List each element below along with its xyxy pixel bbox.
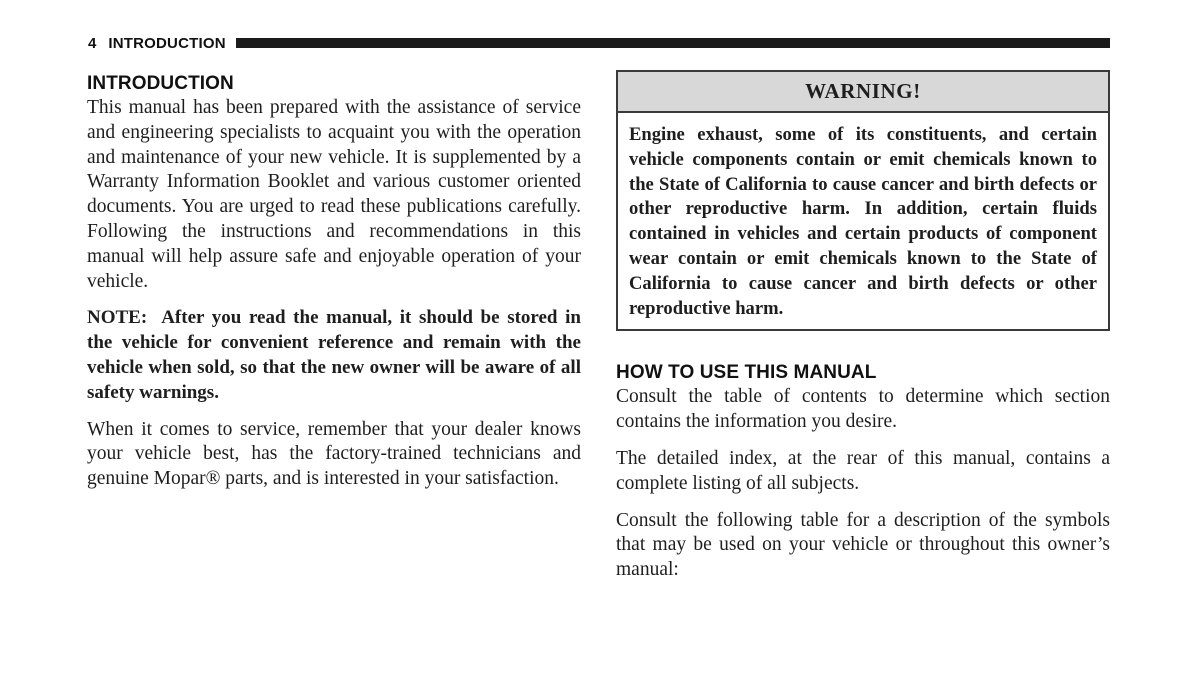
how-to-use-heading: HOW TO USE THIS MANUAL xyxy=(616,362,877,384)
index-paragraph: The detailed index, at the rear of this manual, contains a complete listing of all subjects. xyxy=(616,447,1110,494)
warning-title: WARNING! xyxy=(618,72,1108,113)
header-rule xyxy=(236,38,1110,48)
page-number: 4 xyxy=(88,34,97,52)
service-paragraph: When it comes to service, remember that your dealer knows your vehicle best, has the factory-trained technicians and genuine Mopar® parts, and is interested in your satisfaction. xyxy=(87,418,581,490)
section-title: INTRODUCTION xyxy=(108,34,226,52)
symbols-paragraph: Consult the following table for a description of the symbols that may be used on your vehicle or throughout this owner’s manual: xyxy=(616,509,1110,581)
contents-paragraph: Consult the table of contents to determine which section contains the information you desire. xyxy=(616,386,1110,433)
introduction-heading: INTRODUCTION xyxy=(87,73,234,94)
intro-paragraph: This manual has been prepared with the assistance of service and engineering specialists to acquaint you with the operation and maintenance of your new vehicle. It is supplemented by a Warranty Information Booklet and various customer oriented documents. You are urged to read these publications carefully. Following the instructions and recommendations in this manual will help assure safe and enjoyable operation of your vehicle. xyxy=(87,97,581,292)
page-header xyxy=(88,33,1110,53)
note-text: After you read the manual, it should be stored in the vehicle for convenient reference and remain with the vehicle when sold, so that the new owner will be aware of all safety warnings. xyxy=(87,307,581,403)
right-column xyxy=(616,72,1110,595)
note-label: NOTE: xyxy=(87,307,148,329)
note-paragraph xyxy=(87,306,581,405)
left-column xyxy=(87,72,581,504)
warning-box xyxy=(616,70,1110,331)
warning-text: Engine exhaust, some of its constituents, and certain vehicle components contain or emit chemicals known to the State of California to cause cancer and birth defects or other reproductive harm. In addition, certain fluids contained in vehicles and certain products of component wear contain or emit chemicals known to the State of California to cause cancer and birth defects or other reproductive harm. xyxy=(629,124,1097,319)
